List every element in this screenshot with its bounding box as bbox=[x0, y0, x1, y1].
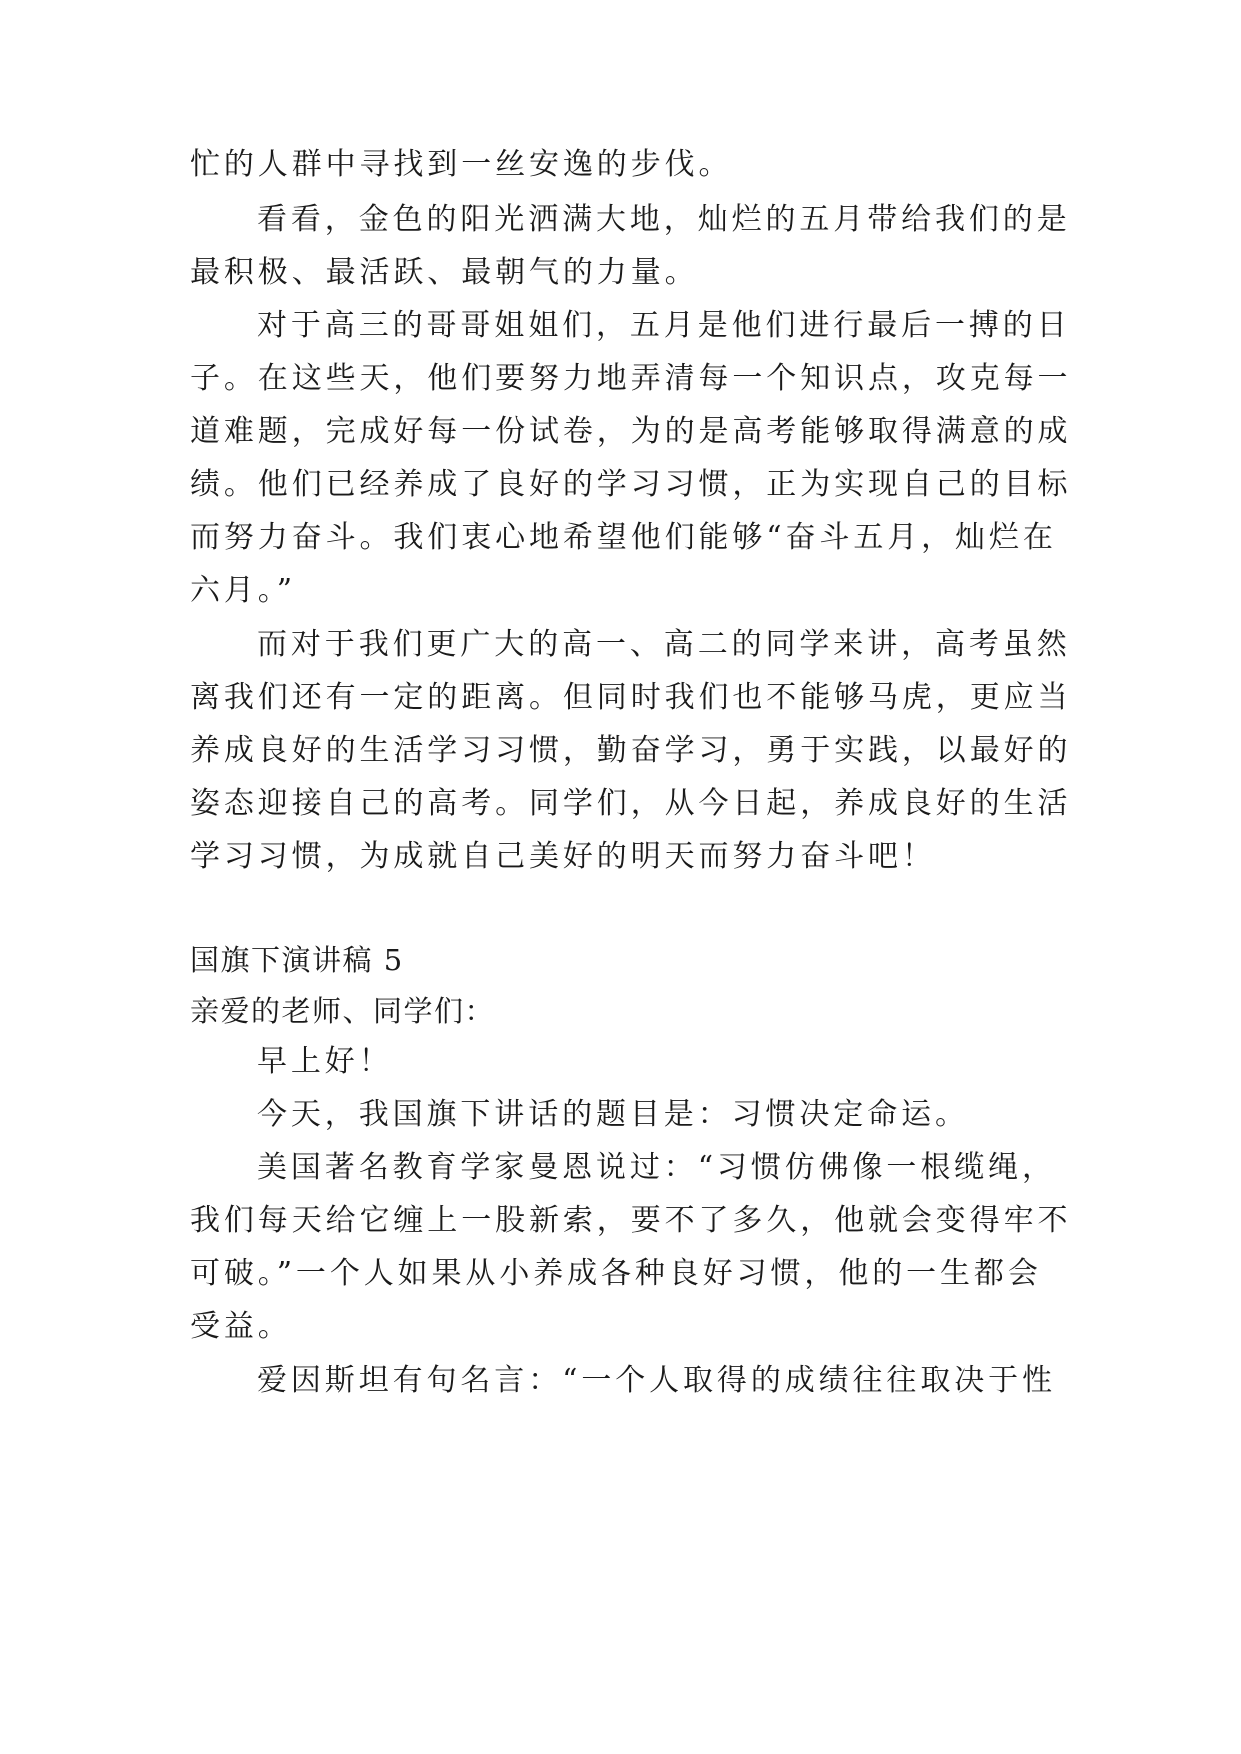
paragraph-line: 今天，我国旗下讲话的题目是：习惯决定命运。 bbox=[257, 1097, 969, 1132]
paragraph-line: 而努力奋斗。我们衷心地希望他们能够“奋斗五月，灿烂在 bbox=[190, 520, 1057, 555]
paragraph-line: 忙的人群中寻找到一丝安逸的步伐。 bbox=[190, 147, 733, 182]
paragraph-line: 养成良好的生活学习习惯，勤奋学习，勇于实践，以最好的 bbox=[190, 733, 1072, 768]
greeting-line: 早上好！ bbox=[257, 1044, 393, 1079]
paragraph-line: 六月。” bbox=[190, 573, 296, 608]
paragraph-line: 美国著名教育学家曼恩说过：“习惯仿佛像一根缆绳， bbox=[257, 1150, 1056, 1185]
paragraph-line: 爱因斯坦有句名言：“一个人取得的成绩往往取决于性 bbox=[257, 1363, 1056, 1398]
paragraph-line: 道难题，完成好每一份试卷，为的是高考能够取得满意的成 bbox=[190, 414, 1072, 449]
paragraph-line: 我们每天给它缠上一股新索，要不了多久，他就会变得牢不 bbox=[190, 1203, 1072, 1238]
salutation: 亲爱的老师、同学们： bbox=[190, 994, 496, 1028]
paragraph-line: 最积极、最活跃、最朝气的力量。 bbox=[190, 255, 699, 290]
paragraph-line: 可破。”一个人如果从小养成各种良好习惯，他的一生都会 bbox=[190, 1256, 1042, 1291]
paragraph-line: 离我们还有一定的距离。但同时我们也不能够马虎，更应当 bbox=[190, 680, 1072, 715]
paragraph-line: 学习习惯，为成就自己美好的明天而努力奋斗吧！ bbox=[190, 839, 936, 874]
paragraph-line: 而对于我们更广大的高一、高二的同学来讲，高考虽然 bbox=[257, 627, 1071, 662]
section-heading: 国旗下演讲稿 5 bbox=[190, 943, 404, 977]
paragraph-line: 受益。 bbox=[190, 1309, 292, 1344]
paragraph-line: 对于高三的哥哥姐姐们，五月是他们进行最后一搏的日 bbox=[257, 308, 1071, 343]
paragraph-line: 姿态迎接自己的高考。同学们，从今日起，养成良好的生活 bbox=[190, 786, 1072, 821]
paragraph-line: 绩。他们已经养成了良好的学习习惯，正为实现自己的目标 bbox=[190, 467, 1072, 502]
paragraph-line: 子。在这些天，他们要努力地弄清每一个知识点，攻克每一 bbox=[190, 361, 1072, 396]
paragraph-line: 看看，金色的阳光洒满大地，灿烂的五月带给我们的是 bbox=[257, 202, 1071, 237]
